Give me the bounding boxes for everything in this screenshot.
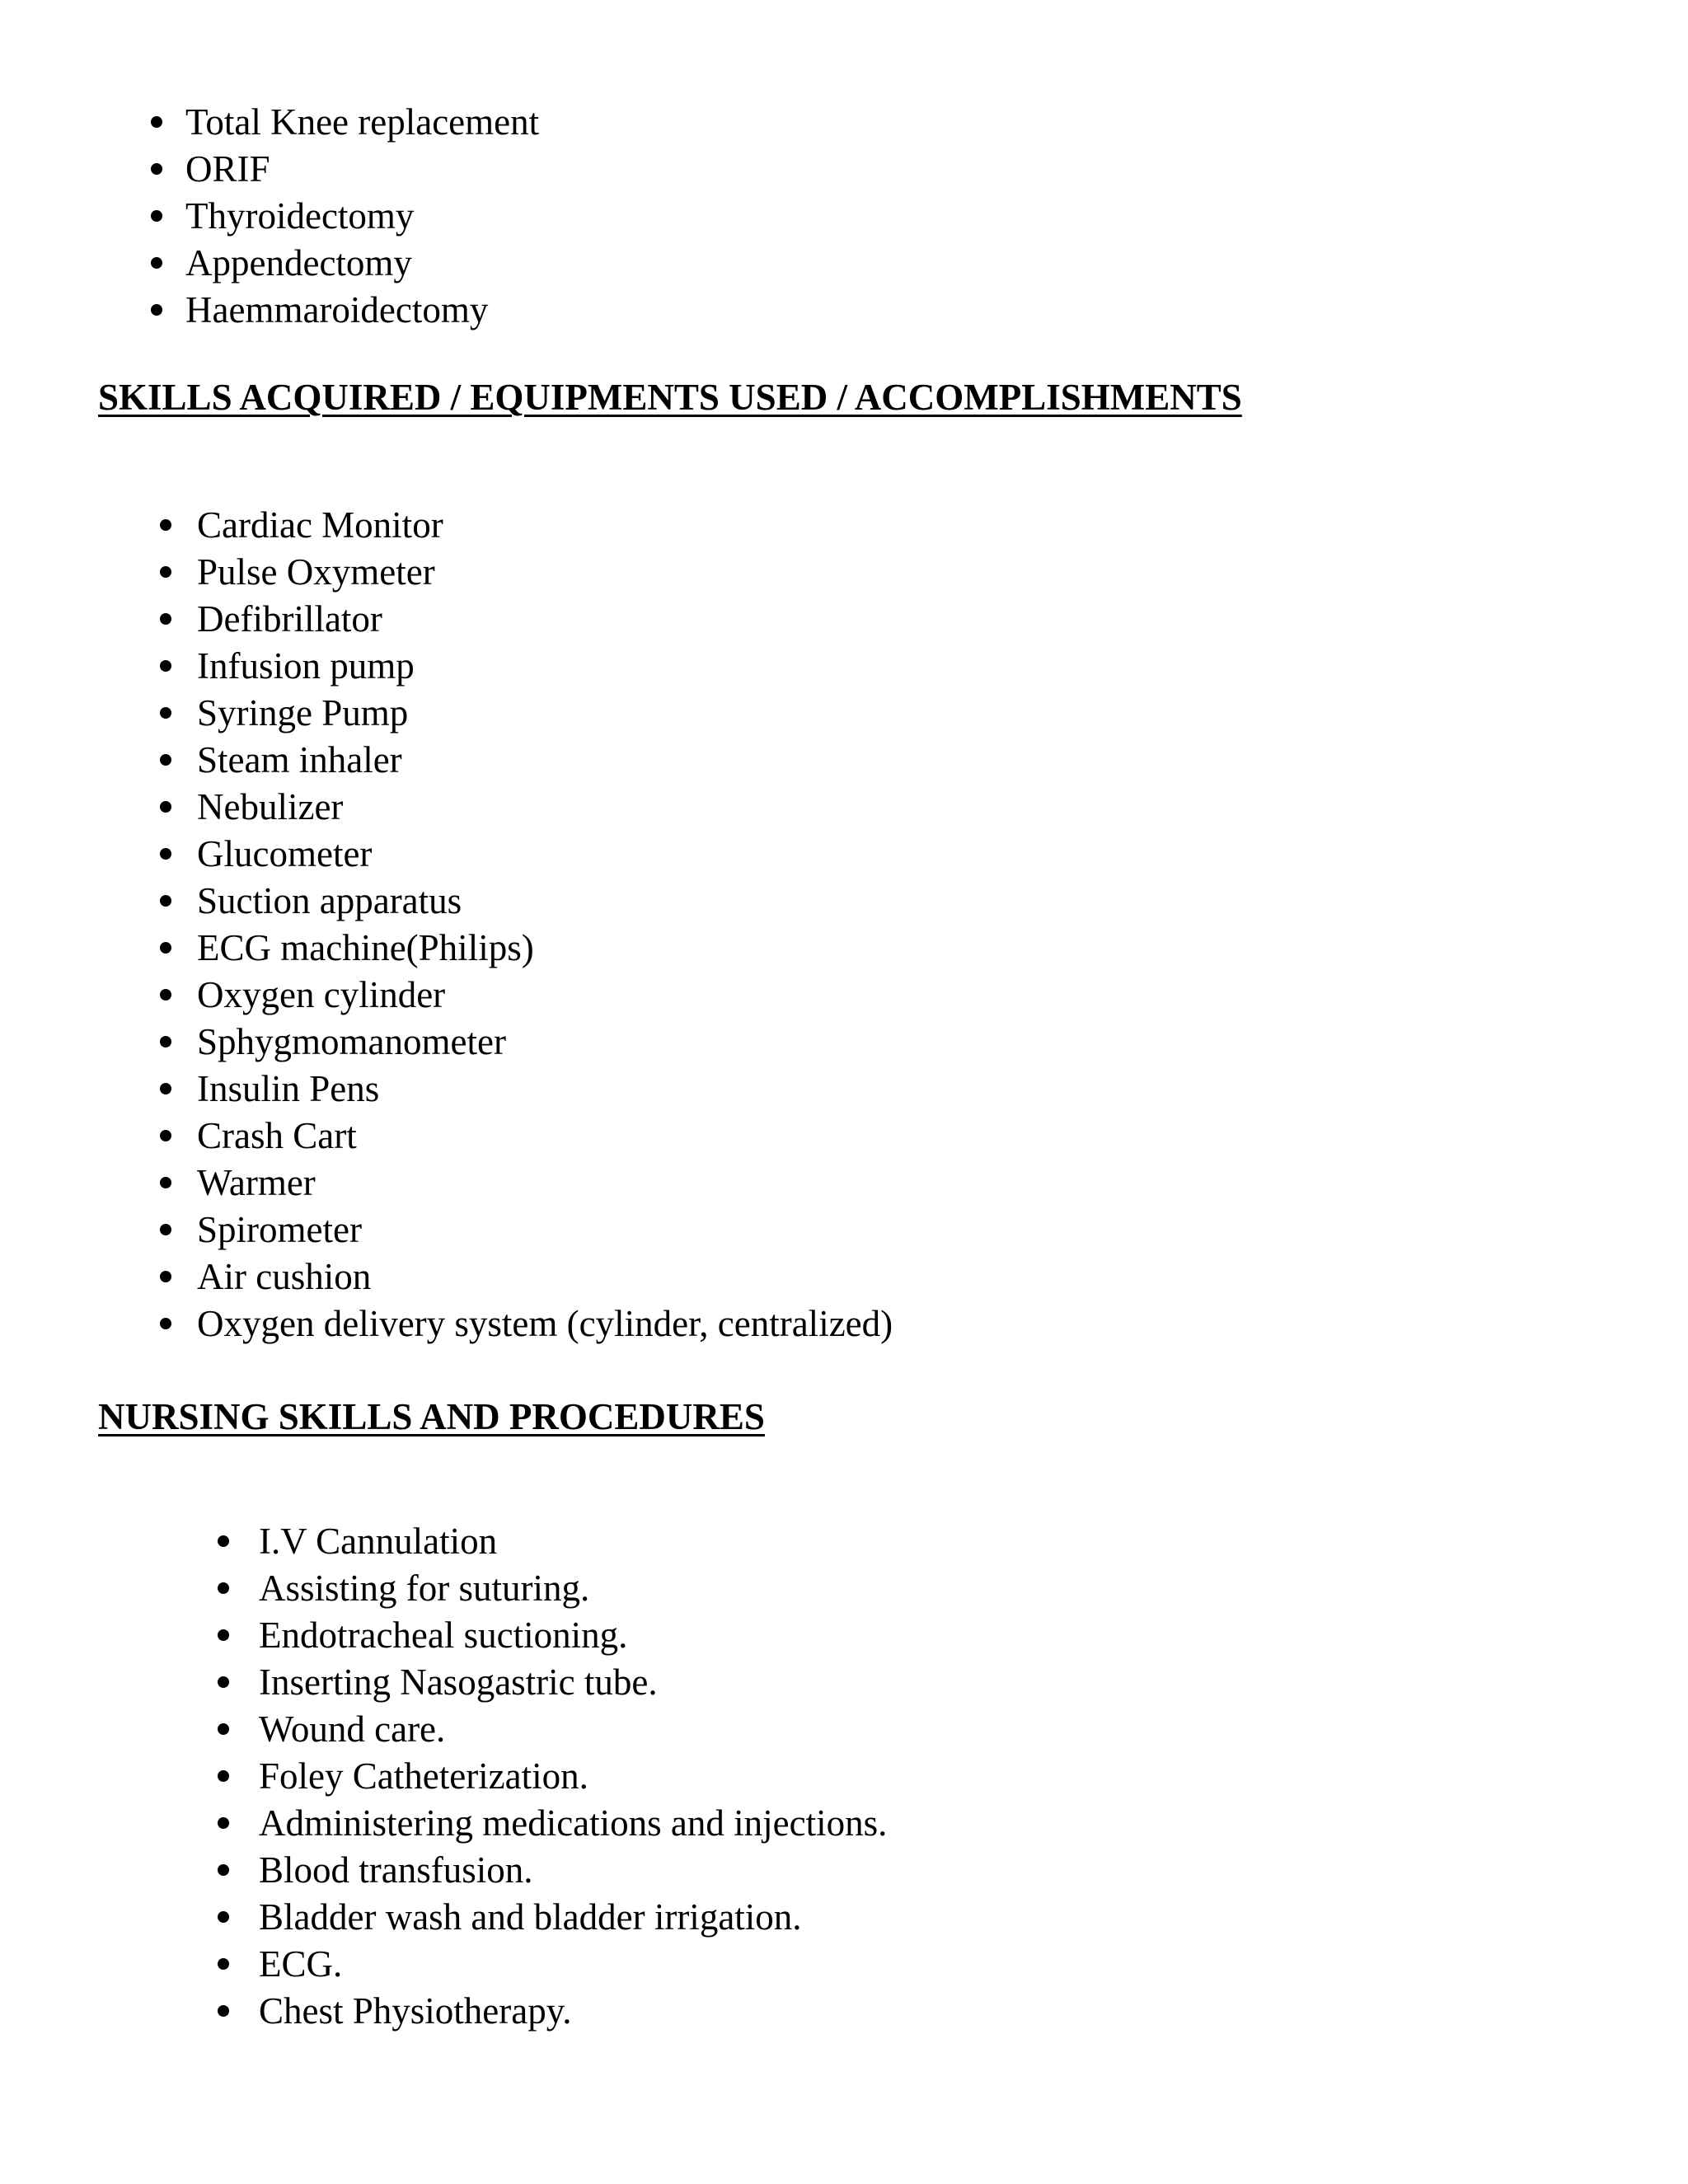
bullet-icon <box>151 257 162 269</box>
list-item <box>197 1019 893 1066</box>
bullet-icon <box>218 1676 229 1688</box>
list-item <box>197 549 893 596</box>
list-item <box>259 1941 887 1988</box>
list-item <box>197 737 893 784</box>
list-item <box>185 146 539 193</box>
bullet-icon <box>218 1535 229 1547</box>
list-item <box>197 1301 893 1347</box>
bullet-icon <box>160 566 171 578</box>
bullet-icon <box>160 801 171 813</box>
bullet-icon <box>160 895 171 907</box>
list-item <box>197 596 893 643</box>
list-item <box>259 1753 887 1800</box>
list-item <box>197 878 893 925</box>
bullet-icon <box>151 163 162 175</box>
bullet-icon <box>160 754 171 766</box>
list-item-text: Total Knee replacement <box>185 101 540 143</box>
bullet-icon <box>160 1177 171 1188</box>
list-item-text: Warmer <box>197 1162 316 1203</box>
bullet-icon <box>160 613 171 625</box>
list-item <box>197 1113 893 1160</box>
list-item-text: Nebulizer <box>197 786 344 827</box>
list-item <box>259 1659 887 1706</box>
bullet-icon <box>160 989 171 1001</box>
list-item-text: ECG. <box>259 1943 343 1985</box>
bullet-icon <box>218 1582 229 1594</box>
list-item-text: Cardiac Monitor <box>197 504 443 546</box>
list-item <box>259 1612 887 1659</box>
list-item-text: Glucometer <box>197 833 373 874</box>
bullet-icon <box>160 1036 171 1047</box>
list-item-text: Oxygen delivery system (cylinder, centralized) <box>197 1303 893 1344</box>
surgeries-list <box>185 99 539 334</box>
bullet-icon <box>151 210 162 222</box>
list-item-text: Pulse Oxymeter <box>197 551 435 593</box>
list-item-text: Appendectomy <box>185 242 412 284</box>
list-item-text: Defibrillator <box>197 598 382 640</box>
list-item-text: Wound care. <box>259 1708 446 1750</box>
bullet-icon <box>218 1817 229 1829</box>
list-item-text: Chest Physiotherapy. <box>259 1990 572 2032</box>
list-item-text: I.V Cannulation <box>259 1521 498 1562</box>
list-item <box>197 1160 893 1207</box>
list-item-text: Haemmaroidectomy <box>185 289 489 330</box>
bullet-icon <box>218 1958 229 1970</box>
list-item-text: Insulin Pens <box>197 1068 380 1109</box>
bullet-icon <box>160 1271 171 1282</box>
list-item <box>197 1254 893 1301</box>
list-item-text: Endotracheal suctioning. <box>259 1615 628 1656</box>
list-item <box>197 643 893 690</box>
list-item-text: ECG machine(Philips) <box>197 927 534 968</box>
list-item-text: Steam inhaler <box>197 739 402 780</box>
list-item-text: Administering medications and injections. <box>259 1802 888 1844</box>
bullet-icon <box>218 1723 229 1735</box>
list-item <box>259 1518 887 1565</box>
list-item <box>197 502 893 549</box>
bullet-icon <box>160 519 171 531</box>
bullet-icon <box>160 707 171 719</box>
list-item-text: Syringe Pump <box>197 692 409 733</box>
list-item <box>185 99 539 146</box>
list-item-text: Assisting for suturing. <box>259 1568 590 1609</box>
list-item <box>259 1894 887 1941</box>
list-item <box>197 1066 893 1113</box>
list-item-text: Thyroidectomy <box>185 195 415 237</box>
list-item <box>197 831 893 878</box>
list-item <box>259 1565 887 1612</box>
list-item-text: Air cushion <box>197 1256 372 1297</box>
list-item <box>185 287 539 334</box>
skills-section-heading: SKILLS ACQUIRED / EQUIPMENTS USED / ACCOMPLISHMENTS <box>98 377 1242 418</box>
list-item <box>259 1800 887 1847</box>
list-item <box>185 193 539 240</box>
list-item-text: ORIF <box>185 148 270 190</box>
bullet-icon <box>160 1083 171 1094</box>
list-item-text: Sphygmomanometer <box>197 1021 506 1062</box>
nursing-section-heading: NURSING SKILLS AND PROCEDURES <box>98 1396 765 1437</box>
list-item-text: Spirometer <box>197 1209 362 1250</box>
list-item <box>197 1207 893 1254</box>
bullet-icon <box>160 1130 171 1141</box>
list-item-text: Suction apparatus <box>197 880 462 921</box>
list-item <box>197 972 893 1019</box>
list-item <box>259 1706 887 1753</box>
bullet-icon <box>160 942 171 954</box>
list-item <box>197 690 893 737</box>
procedures-list <box>259 1518 887 2035</box>
list-item-text: Inserting Nasogastric tube. <box>259 1661 658 1703</box>
bullet-icon <box>218 2005 229 2017</box>
bullet-icon <box>151 116 162 128</box>
list-item <box>185 240 539 287</box>
bullet-icon <box>151 304 162 316</box>
equipment-list <box>197 502 893 1347</box>
bullet-icon <box>160 848 171 860</box>
list-item <box>197 925 893 972</box>
list-item <box>259 1847 887 1894</box>
list-item-text: Oxygen cylinder <box>197 974 446 1015</box>
bullet-icon <box>218 1770 229 1782</box>
list-item-text: Crash Cart <box>197 1115 357 1156</box>
bullet-icon <box>218 1864 229 1876</box>
list-item <box>197 784 893 831</box>
bullet-icon <box>160 660 171 672</box>
bullet-icon <box>218 1629 229 1641</box>
list-item-text: Blood transfusion. <box>259 1849 533 1891</box>
bullet-icon <box>160 1318 171 1329</box>
bullet-icon <box>218 1911 229 1923</box>
bullet-icon <box>160 1224 171 1235</box>
list-item-text: Foley Catheterization. <box>259 1755 588 1797</box>
list-item <box>259 1988 887 2035</box>
list-item-text: Infusion pump <box>197 645 415 687</box>
list-item-text: Bladder wash and bladder irrigation. <box>259 1896 802 1938</box>
